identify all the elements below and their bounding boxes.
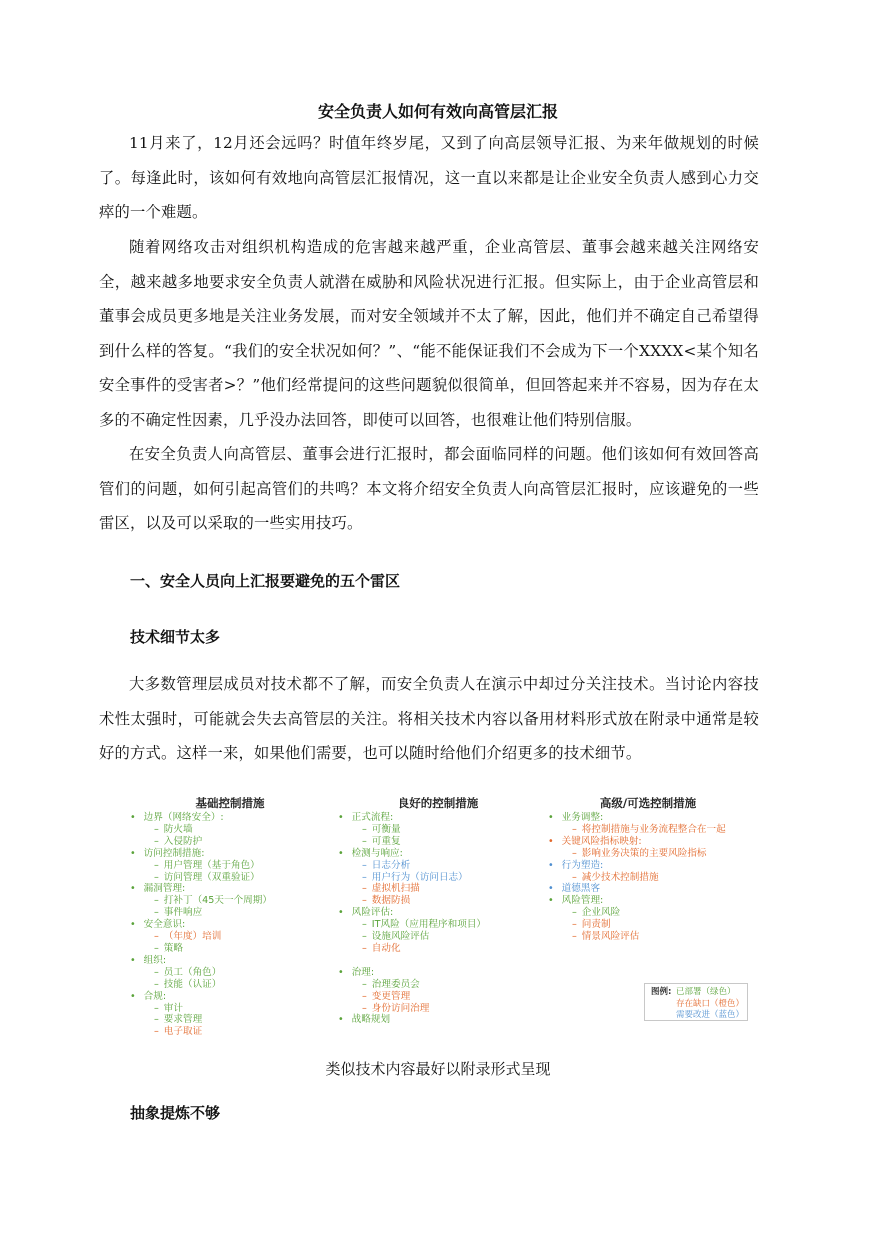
figure-list-item: • 边界（网络安全）: (130, 812, 272, 824)
paragraph-4: 大多数管理层成员对技术都不了解，而安全负责人在演示中却过分关注技术。当讨论内容技术性太强时，可能就会失去高管层的关注。将相关技术内容以备用材料形式放在附录中通常是较好的方式。这样一来，如果他们需要，也可以随时给他们介绍更多的技术细节。 (99, 675, 759, 762)
figure-list-item: • 正式流程: (338, 812, 486, 824)
figure-list-item: – 电子取证 (130, 1026, 272, 1038)
figure-list-item: – 日志分析 (338, 860, 486, 872)
figure-list-item: • 合规: (130, 991, 272, 1003)
figure-list-item: – 将控制措施与业务流程整合在一起 (548, 824, 726, 836)
figure-list-item: – 可衡量 (338, 824, 486, 836)
figure-legend (644, 983, 748, 1021)
figure-list-item: – 身份访问治理 (338, 1003, 486, 1015)
figure-list-item: – 企业风险 (548, 907, 726, 919)
figure-list-item: • 战略规划 (338, 1014, 486, 1026)
column-list-good (338, 812, 486, 1026)
figure-list-item: – 可重复 (338, 836, 486, 848)
figure-list-item: – 策略 (130, 943, 272, 955)
figure-list-item: – 情景风险评估 (548, 931, 726, 943)
figure-list-item: • 行为塑造: (548, 860, 726, 872)
figure-list-item: – （年度）培训 (130, 931, 272, 943)
figure-list-item: – 打补丁（45天一个周期） (130, 895, 272, 907)
figure-list-item: – 审计 (130, 1003, 272, 1015)
figure-list-item: • 关键风险指标映射: (548, 836, 726, 848)
figure-list-item: – 入侵防护 (130, 836, 272, 848)
figure-list-item: • 漏洞管理: (130, 883, 272, 895)
figure-list-item (338, 955, 486, 967)
figure-list-item: • 道德黑客 (548, 883, 726, 895)
figure-list-item: – 自动化 (338, 943, 486, 955)
figure-list-item: – 虚拟机扫描 (338, 883, 486, 895)
subheading-technical-details: 技术细节太多 (130, 628, 221, 646)
legend-label: 图例: (651, 987, 672, 997)
figure-list-item: – 访问管理（双重验证） (130, 872, 272, 884)
subheading-abstraction: 抽象提炼不够 (130, 1104, 221, 1122)
figure-list-item: • 检测与响应: (338, 848, 486, 860)
column-list-basic (130, 812, 272, 1038)
figure-list-item: • 安全意识: (130, 919, 272, 931)
legend-entry-improve: 需要改进（蓝色） (676, 1010, 745, 1020)
figure-list-item: – 用户管理（基于角色） (130, 860, 272, 872)
figure-list-item: – 治理委员会 (338, 979, 486, 991)
section-heading: 一、安全人员向上汇报要避免的五个雷区 (130, 572, 401, 590)
figure-list-item: – 员工（角色） (130, 967, 272, 979)
column-title-good: 良好的控制措施 (397, 796, 479, 810)
figure-list-item: – 技能（认证） (130, 979, 272, 991)
figure-list-item: – 变更管理 (338, 991, 486, 1003)
figure-list-item: – 数据防损 (338, 895, 486, 907)
figure-list-item: • 风险评估: (338, 907, 486, 919)
figure-list-item: – 问责制 (548, 919, 726, 931)
legend-entry-gap: 存在缺口（橙色） (676, 998, 745, 1009)
figure-list-item: – 事件响应 (130, 907, 272, 919)
figure-list-item: • 访问控制措施: (130, 848, 272, 860)
column-title-advanced: 高级/可选控制措施 (599, 796, 697, 810)
column-list-advanced (548, 812, 726, 943)
figure-list-item: – 减少技术控制措施 (548, 872, 726, 884)
figure-list-item: – 用户行为（访问日志） (338, 872, 486, 884)
column-title-basic: 基础控制措施 (195, 796, 265, 810)
legend-entry-deployed: 已部署（绿色） (676, 987, 736, 997)
paragraph-1: 11月来了，12月还会远吗？时值年终岁尾，又到了向高层领导汇报、为来年做规划的时候了。每逢此时，该如何有效地向高管层汇报情况，这一直以来都是让企业安全负责人感到心力交瘁的一个难题。 (99, 134, 759, 221)
figure-caption: 类似技术内容最好以附录形式呈现 (325, 1060, 551, 1078)
figure-list-item: • 风险管理: (548, 895, 726, 907)
document-title: 安全负责人如何有效向高管层汇报 (317, 102, 558, 121)
paragraph-2: 随着网络攻击对组织机构造成的危害越来越严重，企业高管层、董事会越来越关注网络安全，越来越多地要求安全负责人就潜在威胁和风险状况进行汇报。但实际上，由于企业高管层和董事会成员更多地是关注业务发展，而对安全领域并不太了解，因此，他们并不确定自己希望得到什么样的答复。“我们的安全状况如何？”、“能不能保证我们不会成为下一个XXXX<某个知名安全事件的受害者>？”他们经常提问的这些问题貌似很简单，但回答起来并不容易，因为存在太多的不确定性因素，几乎没办法回答，即使可以回答，也很难让他们特别信服。 (99, 238, 759, 429)
controls-figure (128, 790, 754, 1042)
figure-list-item: – 要求管理 (130, 1014, 272, 1026)
figure-list-item: – 设施风险评估 (338, 931, 486, 943)
figure-list-item: • 业务调整: (548, 812, 726, 824)
figure-list-item: – 防火墙 (130, 824, 272, 836)
figure-list-item: – 影响业务决策的主要风险指标 (548, 848, 726, 860)
paragraph-3: 在安全负责人向高管层、董事会进行汇报时，都会面临同样的问题。他们该如何有效回答高管们的问题，如何引起高管们的共鸣？本文将介绍安全负责人向高管层汇报时，应该避免的一些雷区，以及可以采取的一些实用技巧。 (99, 445, 759, 532)
figure-list-item: • 治理: (338, 967, 486, 979)
figure-list-item: • 组织: (130, 955, 272, 967)
figure-list-item: – IT风险（应用程序和项目） (338, 919, 486, 931)
